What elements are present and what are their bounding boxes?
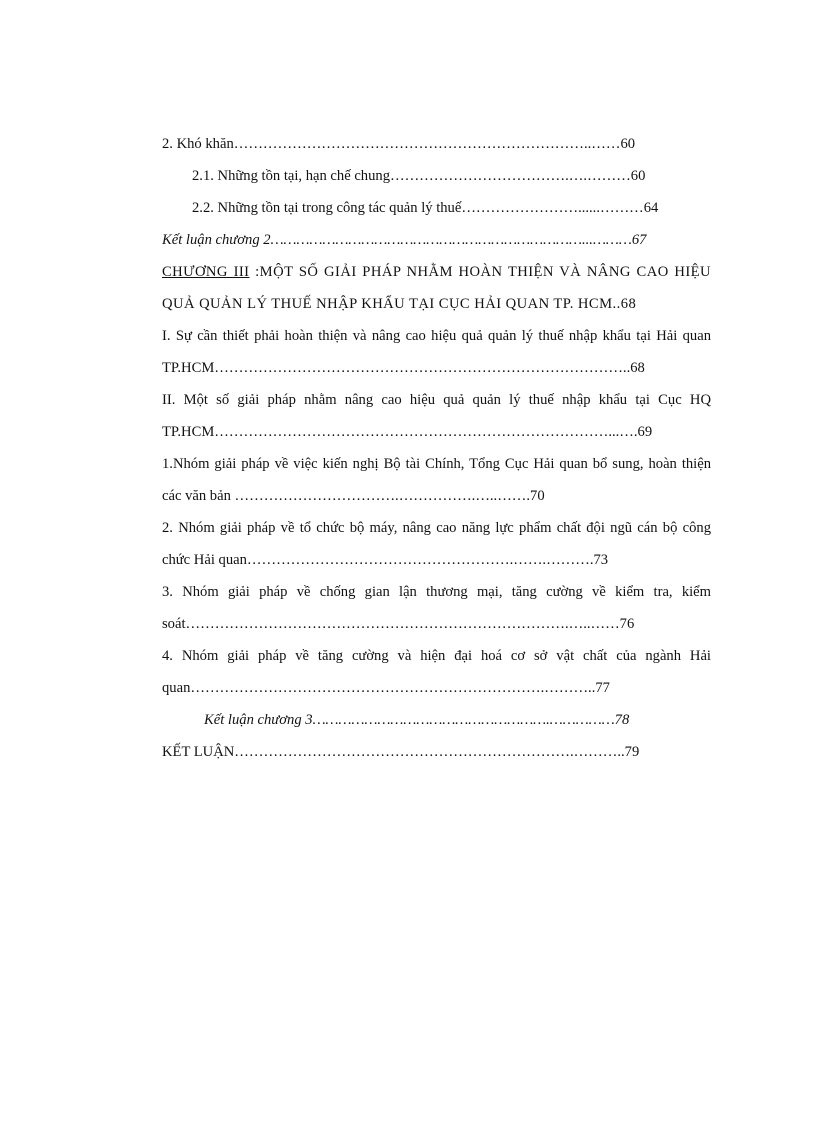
toc-entry-chuong-3 bbox=[162, 256, 711, 320]
table-of-contents bbox=[162, 128, 711, 768]
toc-entry-ton-tai-chung: 2.1. Những tồn tại, hạn chế chung……………………………….….………60 bbox=[192, 168, 646, 184]
toc-entry-muc-2: II. Một số giải pháp nhằm nâng cao hiệu quả quản lý thuế nhập khẩu tại Cục HQ TP.HCM………………………………………………………………………...….69 bbox=[162, 392, 711, 440]
toc-entry-ket-luan-chuong-2: Kết luận chương 2………………………………………………………………...………67 bbox=[162, 232, 647, 248]
toc-entry-ket-luan: KẾT LUẬN…………………………………………………………….………..79 bbox=[162, 744, 640, 760]
toc-entry-nhom-3: 3. Nhóm giải pháp về chống gian lận thương mại, tăng cường về kiểm tra, kiểm soát…………………………………………………………………….…..……76 bbox=[162, 584, 711, 632]
toc-entry-ton-tai-thue: 2.2. Những tồn tại trong công tác quản lý thuế……………………......………64 bbox=[192, 200, 659, 216]
chapter-title: :MỘT SỐ GIẢI PHÁP NHẰM HOÀN THIỆN VÀ NÂNG CAO HIỆU QUẢ QUẢN LÝ THUẾ NHẬP KHẨU TẠI CỤC HẢI QUAN TP. HCM..68 bbox=[162, 264, 711, 312]
toc-entry-muc-1: I. Sự cần thiết phải hoàn thiện và nâng cao hiệu quả quản lý thuế nhập khẩu tại Hải quan TP.HCM…………………………………………………………………………..68 bbox=[162, 328, 711, 376]
toc-entry-kho-khan: 2. Khó khăn………………………………………………………………..……60 bbox=[162, 136, 636, 152]
toc-entry-nhom-2: 2. Nhóm giải pháp về tổ chức bộ máy, nâng cao năng lực phẩm chất đội ngũ cán bộ công chức Hải quan……………………………………………….…….……….73 bbox=[162, 520, 711, 568]
toc-entry-ket-luan-chuong-3: Kết luận chương 3……………………………………………….……………78 bbox=[204, 712, 630, 728]
chapter-label: CHƯƠNG III bbox=[162, 264, 250, 280]
toc-entry-nhom-1: 1.Nhóm giải pháp về việc kiến nghị Bộ tài Chính, Tổng Cục Hải quan bổ sung, hoàn thiện các văn bản …………………………….…………….…..…….70 bbox=[162, 456, 711, 504]
toc-entry-nhom-4: 4. Nhóm giải pháp về tăng cường và hiện đại hoá cơ sở vật chất của ngành Hải quan……………………………………………………………….………..77 bbox=[162, 648, 711, 696]
